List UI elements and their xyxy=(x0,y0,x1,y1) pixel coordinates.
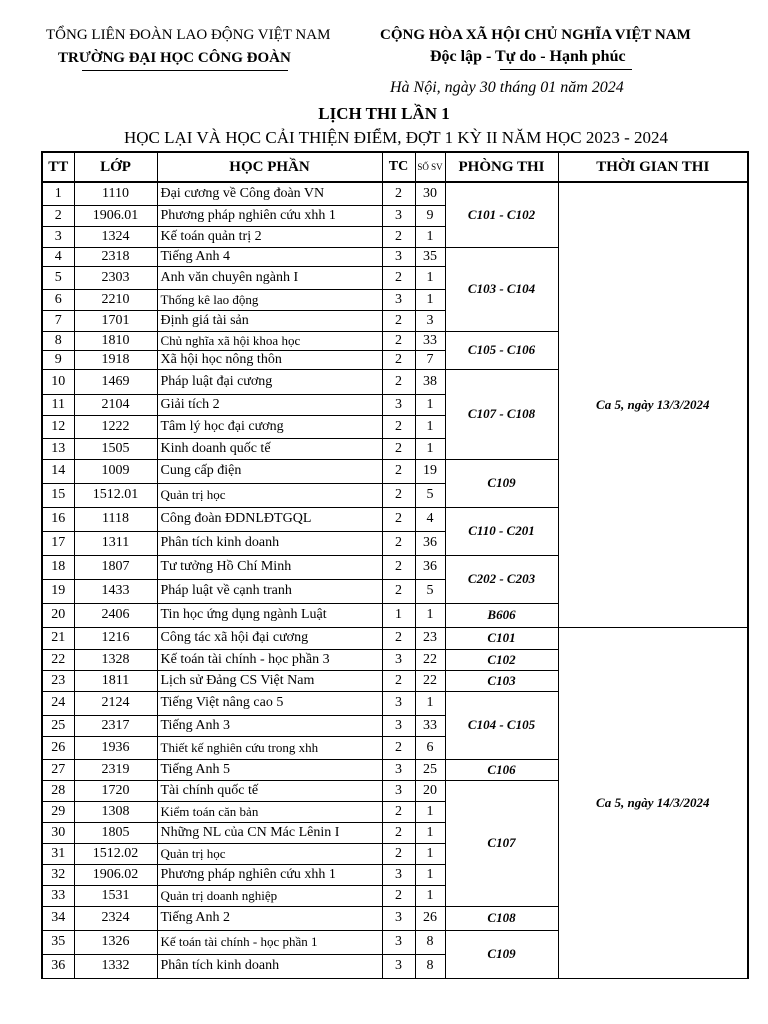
course-name: Quản trị học xyxy=(157,843,382,864)
class-code: 1810 xyxy=(74,331,157,350)
table-row xyxy=(42,627,748,649)
student-count: 1 xyxy=(415,266,445,289)
exam-room: C109 xyxy=(445,930,558,978)
student-count: 3 xyxy=(415,310,445,331)
course-name: Đại cương về Công đoàn VN xyxy=(157,182,382,205)
course-name: Công tác xã hội đại cương xyxy=(157,627,382,649)
credits: 3 xyxy=(382,954,415,978)
exam-room: C202 - C203 xyxy=(445,555,558,603)
credits: 3 xyxy=(382,780,415,801)
course-name: Phân tích kinh doanh xyxy=(157,531,382,555)
header-class: LỚP xyxy=(74,152,157,182)
class-code: 1216 xyxy=(74,627,157,649)
exam-room: C104 - C105 xyxy=(445,691,558,759)
class-code: 1936 xyxy=(74,736,157,759)
row-number: 1 xyxy=(42,182,74,205)
class-code: 1326 xyxy=(74,930,157,954)
course-name: Phương pháp nghiên cứu xhh 1 xyxy=(157,864,382,885)
exam-time: Ca 5, ngày 13/3/2024 xyxy=(558,182,748,627)
student-count: 1 xyxy=(415,843,445,864)
student-count: 1 xyxy=(415,289,445,310)
class-code: 1009 xyxy=(74,459,157,483)
row-number: 3 xyxy=(42,226,74,247)
course-name: Pháp luật đại cương xyxy=(157,369,382,394)
course-name: Tiếng Anh 4 xyxy=(157,247,382,266)
class-code: 1332 xyxy=(74,954,157,978)
document-title: LỊCH THI LẦN 1 xyxy=(318,104,450,123)
student-count: 4 xyxy=(415,507,445,531)
class-code: 1311 xyxy=(74,531,157,555)
class-code: 1811 xyxy=(74,670,157,691)
class-code: 1805 xyxy=(74,822,157,843)
course-name: Tư tưởng Hồ Chí Minh xyxy=(157,555,382,579)
class-code: 2318 xyxy=(74,247,157,266)
credits: 2 xyxy=(382,670,415,691)
row-number: 14 xyxy=(42,459,74,483)
credits: 2 xyxy=(382,579,415,603)
class-code: 1328 xyxy=(74,649,157,670)
row-number: 36 xyxy=(42,954,74,978)
header-room: PHÒNG THI xyxy=(445,152,558,182)
class-code: 2303 xyxy=(74,266,157,289)
student-count: 22 xyxy=(415,649,445,670)
row-number: 20 xyxy=(42,603,74,627)
class-code: 2210 xyxy=(74,289,157,310)
student-count: 1 xyxy=(415,801,445,822)
student-count: 23 xyxy=(415,627,445,649)
student-count: 1 xyxy=(415,415,445,438)
credits: 2 xyxy=(382,438,415,459)
row-number: 33 xyxy=(42,885,74,906)
course-name: Quản trị học xyxy=(157,483,382,507)
course-name: Lịch sử Đảng CS Việt Nam xyxy=(157,670,382,691)
student-count: 7 xyxy=(415,350,445,369)
course-name: Tiếng Anh 2 xyxy=(157,906,382,930)
credits: 2 xyxy=(382,331,415,350)
course-name: Pháp luật về cạnh tranh xyxy=(157,579,382,603)
student-count: 8 xyxy=(415,954,445,978)
organization-name: TỔNG LIÊN ĐOÀN LAO ĐỘNG VIỆT NAM xyxy=(46,27,331,43)
student-count: 22 xyxy=(415,670,445,691)
credits: 2 xyxy=(382,736,415,759)
credits: 2 xyxy=(382,459,415,483)
credits: 3 xyxy=(382,691,415,715)
course-name: Quản trị doanh nghiệp xyxy=(157,885,382,906)
class-code: 1807 xyxy=(74,555,157,579)
class-code: 1308 xyxy=(74,801,157,822)
student-count: 36 xyxy=(415,531,445,555)
national-motto: Độc lập - Tự do - Hạnh phúc xyxy=(430,48,626,65)
row-number: 7 xyxy=(42,310,74,331)
row-number: 34 xyxy=(42,906,74,930)
row-number: 22 xyxy=(42,649,74,670)
class-code: 1531 xyxy=(74,885,157,906)
exam-schedule-table xyxy=(41,151,749,979)
student-count: 35 xyxy=(415,247,445,266)
credits: 3 xyxy=(382,205,415,226)
student-count: 1 xyxy=(415,885,445,906)
credits: 2 xyxy=(382,885,415,906)
course-name: Công đoàn ĐDNLĐTGQL xyxy=(157,507,382,531)
row-number: 10 xyxy=(42,369,74,394)
table-row xyxy=(42,182,748,205)
row-number: 32 xyxy=(42,864,74,885)
header-credits: TC xyxy=(382,152,415,182)
credits: 2 xyxy=(382,822,415,843)
student-count: 8 xyxy=(415,930,445,954)
row-number: 24 xyxy=(42,691,74,715)
row-number: 25 xyxy=(42,715,74,736)
class-code: 1701 xyxy=(74,310,157,331)
course-name: Tâm lý học đại cương xyxy=(157,415,382,438)
header-course: HỌC PHẦN xyxy=(157,152,382,182)
credits: 3 xyxy=(382,864,415,885)
course-name: Xã hội học nông thôn xyxy=(157,350,382,369)
course-name: Tin học ứng dụng ngành Luật xyxy=(157,603,382,627)
credits: 2 xyxy=(382,310,415,331)
row-number: 31 xyxy=(42,843,74,864)
row-number: 19 xyxy=(42,579,74,603)
class-code: 1720 xyxy=(74,780,157,801)
credits: 2 xyxy=(382,843,415,864)
row-number: 21 xyxy=(42,627,74,649)
exam-room: C103 xyxy=(445,670,558,691)
class-code: 1512.01 xyxy=(74,483,157,507)
row-number: 5 xyxy=(42,266,74,289)
row-number: 9 xyxy=(42,350,74,369)
class-code: 1118 xyxy=(74,507,157,531)
credits: 3 xyxy=(382,394,415,415)
student-count: 5 xyxy=(415,579,445,603)
class-code: 1110 xyxy=(74,182,157,205)
student-count: 26 xyxy=(415,906,445,930)
row-number: 17 xyxy=(42,531,74,555)
credits: 3 xyxy=(382,247,415,266)
course-name: Phương pháp nghiên cứu xhh 1 xyxy=(157,205,382,226)
class-code: 1512.02 xyxy=(74,843,157,864)
credits: 2 xyxy=(382,555,415,579)
course-name: Cung cấp điện xyxy=(157,459,382,483)
course-name: Kế toán quản trị 2 xyxy=(157,226,382,247)
table-header-row xyxy=(42,152,748,182)
class-code: 2319 xyxy=(74,759,157,780)
exam-room: C102 xyxy=(445,649,558,670)
student-count: 1 xyxy=(415,603,445,627)
student-count: 1 xyxy=(415,394,445,415)
university-name: TRƯỜNG ĐẠI HỌC CÔNG ĐOÀN xyxy=(58,50,291,66)
row-number: 23 xyxy=(42,670,74,691)
exam-room: C107 xyxy=(445,780,558,906)
credits: 2 xyxy=(382,483,415,507)
student-count: 36 xyxy=(415,555,445,579)
exam-room: C101 - C102 xyxy=(445,182,558,247)
student-count: 33 xyxy=(415,331,445,350)
credits: 2 xyxy=(382,531,415,555)
credits: 2 xyxy=(382,350,415,369)
class-code: 2317 xyxy=(74,715,157,736)
student-count: 1 xyxy=(415,691,445,715)
class-code: 1433 xyxy=(74,579,157,603)
course-name: Kinh doanh quốc tế xyxy=(157,438,382,459)
course-name: Giải tích 2 xyxy=(157,394,382,415)
student-count: 9 xyxy=(415,205,445,226)
student-count: 6 xyxy=(415,736,445,759)
class-code: 1906.01 xyxy=(74,205,157,226)
row-number: 13 xyxy=(42,438,74,459)
class-code: 1469 xyxy=(74,369,157,394)
row-number: 28 xyxy=(42,780,74,801)
row-number: 2 xyxy=(42,205,74,226)
course-name: Định giá tài sản xyxy=(157,310,382,331)
class-code: 2124 xyxy=(74,691,157,715)
header-time: THỜI GIAN THI xyxy=(558,152,748,182)
credits: 1 xyxy=(382,603,415,627)
credits: 2 xyxy=(382,801,415,822)
credits: 3 xyxy=(382,930,415,954)
row-number: 11 xyxy=(42,394,74,415)
credits: 2 xyxy=(382,266,415,289)
class-code: 1222 xyxy=(74,415,157,438)
exam-time: Ca 5, ngày 14/3/2024 xyxy=(558,627,748,978)
credits: 3 xyxy=(382,649,415,670)
student-count: 33 xyxy=(415,715,445,736)
student-count: 25 xyxy=(415,759,445,780)
credits: 3 xyxy=(382,906,415,930)
student-count: 1 xyxy=(415,864,445,885)
student-count: 5 xyxy=(415,483,445,507)
class-code: 2406 xyxy=(74,603,157,627)
credits: 2 xyxy=(382,415,415,438)
student-count: 1 xyxy=(415,822,445,843)
credits: 2 xyxy=(382,369,415,394)
class-code: 1906.02 xyxy=(74,864,157,885)
row-number: 4 xyxy=(42,247,74,266)
exam-room: C103 - C104 xyxy=(445,247,558,331)
document-date: Hà Nội, ngày 30 tháng 01 năm 2024 xyxy=(390,79,624,96)
course-name: Thống kê lao động xyxy=(157,289,382,310)
document-subtitle: HỌC LẠI VÀ HỌC CẢI THIỆN ĐIỂM, ĐỢT 1 KỲ II NĂM HỌC 2023 - 2024 xyxy=(124,128,668,147)
course-name: Tiếng Anh 3 xyxy=(157,715,382,736)
exam-room: C110 - C201 xyxy=(445,507,558,555)
exam-room: C107 - C108 xyxy=(445,369,558,459)
course-name: Tiếng Việt nâng cao 5 xyxy=(157,691,382,715)
row-number: 8 xyxy=(42,331,74,350)
credits: 2 xyxy=(382,182,415,205)
class-code: 1918 xyxy=(74,350,157,369)
class-code: 2104 xyxy=(74,394,157,415)
exam-room: B606 xyxy=(445,603,558,627)
course-name: Thiết kế nghiên cứu trong xhh xyxy=(157,736,382,759)
row-number: 27 xyxy=(42,759,74,780)
student-count: 20 xyxy=(415,780,445,801)
student-count: 19 xyxy=(415,459,445,483)
row-number: 18 xyxy=(42,555,74,579)
course-name: Kế toán tài chính - học phần 1 xyxy=(157,930,382,954)
row-number: 26 xyxy=(42,736,74,759)
credits: 3 xyxy=(382,759,415,780)
course-name: Những NL của CN Mác Lênin I xyxy=(157,822,382,843)
class-code: 1324 xyxy=(74,226,157,247)
row-number: 6 xyxy=(42,289,74,310)
credits: 3 xyxy=(382,289,415,310)
course-name: Tài chính quốc tế xyxy=(157,780,382,801)
student-count: 38 xyxy=(415,369,445,394)
course-name: Kiểm toán căn bản xyxy=(157,801,382,822)
exam-room: C101 xyxy=(445,627,558,649)
course-name: Kế toán tài chính - học phần 3 xyxy=(157,649,382,670)
exam-room: C109 xyxy=(445,459,558,507)
student-count: 1 xyxy=(415,438,445,459)
course-name: Anh văn chuyên ngành I xyxy=(157,266,382,289)
credits: 2 xyxy=(382,627,415,649)
exam-room: C106 xyxy=(445,759,558,780)
exam-room: C108 xyxy=(445,906,558,930)
row-number: 12 xyxy=(42,415,74,438)
course-name: Phân tích kinh doanh xyxy=(157,954,382,978)
row-number: 16 xyxy=(42,507,74,531)
national-title: CỘNG HÒA XÃ HỘI CHỦ NGHĨA VIỆT NAM xyxy=(380,27,691,43)
table-body xyxy=(42,182,748,978)
header-tt: TT xyxy=(42,152,74,182)
row-number: 30 xyxy=(42,822,74,843)
course-name: Tiếng Anh 5 xyxy=(157,759,382,780)
row-number: 35 xyxy=(42,930,74,954)
credits: 2 xyxy=(382,226,415,247)
row-number: 15 xyxy=(42,483,74,507)
credits: 2 xyxy=(382,507,415,531)
class-code: 1505 xyxy=(74,438,157,459)
class-code: 2324 xyxy=(74,906,157,930)
header-students: SỐ SV xyxy=(415,152,445,182)
student-count: 30 xyxy=(415,182,445,205)
row-number: 29 xyxy=(42,801,74,822)
credits: 3 xyxy=(382,715,415,736)
exam-room: C105 - C106 xyxy=(445,331,558,369)
student-count: 1 xyxy=(415,226,445,247)
course-name: Chủ nghĩa xã hội khoa học xyxy=(157,331,382,350)
